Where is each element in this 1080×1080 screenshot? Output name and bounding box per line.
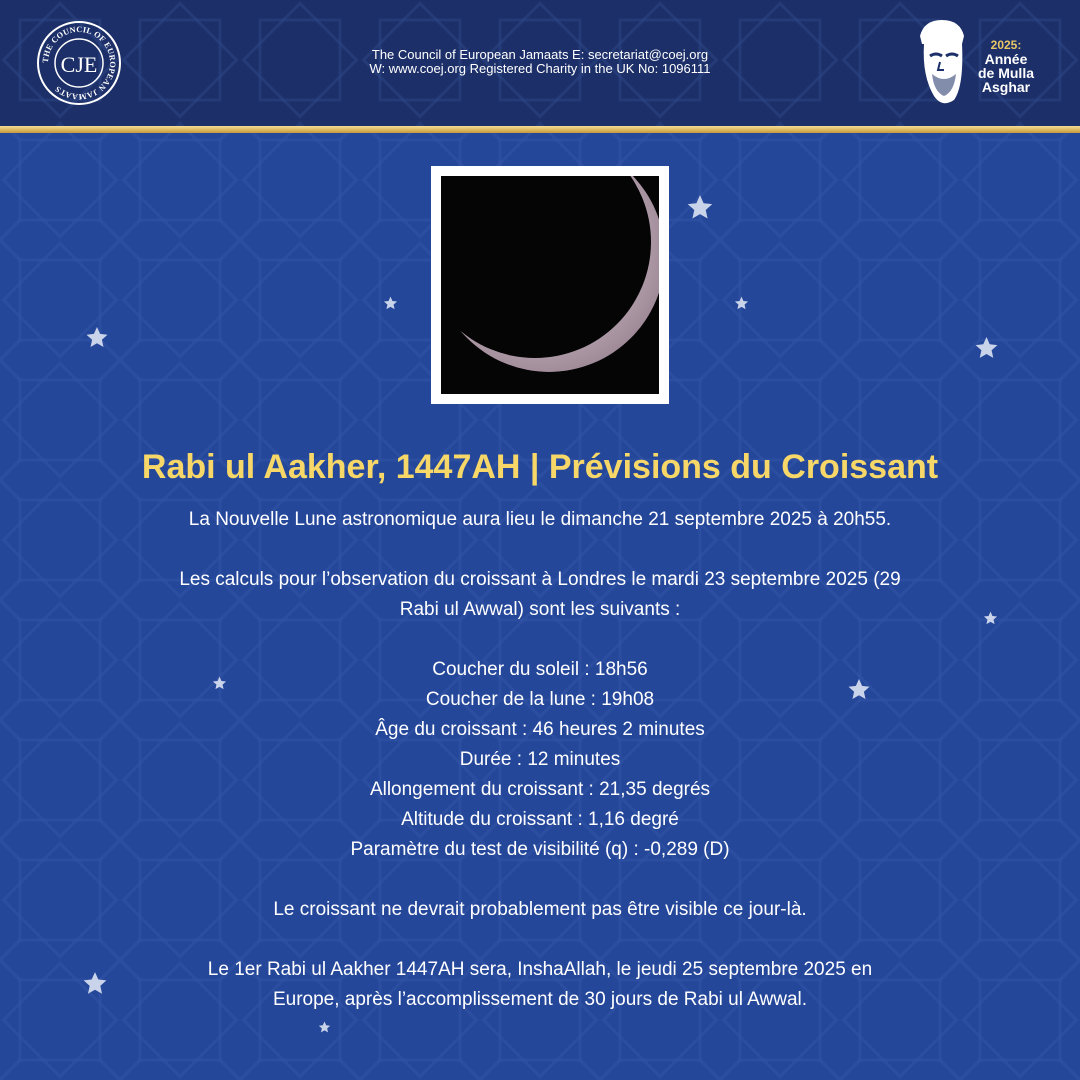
conclusion-line-1: Le 1er Rabi ul Aakher 1447AH sera, InshaAllah, le jeudi 25 septembre 2025 en (207, 959, 873, 980)
stat-altitude: Altitude du croissant : 1,16 degré (401, 809, 679, 830)
announcement-body (90, 505, 990, 1015)
organization-info (290, 48, 790, 76)
logo-ring-text: THE COUNCIL OF EUROPEAN JAMAATS (40, 24, 118, 102)
stat-visibility-parameter: Paramètre du test de visibilité (q) : -0,289 (D) (350, 839, 730, 860)
stat-elongation: Allongement du croissant : 21,35 degrés (369, 779, 711, 800)
badge-line-1: Année (984, 51, 1028, 67)
star-icon (383, 296, 398, 311)
header-banner (0, 0, 1080, 126)
stat-crescent-age: Âge du croissant : 46 heures 2 minutes (375, 719, 705, 740)
stat-lag-time: Durée : 12 minutes (459, 749, 621, 770)
star-icon (318, 1021, 331, 1034)
calculation-intro-line-1: Les calculs pour l’observation du croissant à Londres le mardi 23 septembre 2025 (29 (179, 569, 901, 590)
year-badge (966, 38, 1046, 94)
logo-monogram: CJE (60, 52, 98, 77)
conclusion-line-2: Europe, après l’accomplissement de 30 jours de Rabi ul Awwal. (272, 989, 808, 1010)
page-title: Rabi ul Aakher, 1447AH | Prévisions du Croissant (141, 448, 939, 486)
badge-line-2: de Mulla (977, 65, 1034, 81)
badge-year: 2025: (990, 38, 1022, 52)
stat-moonset: Coucher de la lune : 19h08 (425, 689, 655, 710)
org-website-line: W: www.coej.org Registered Charity in the UK No: 1096111 (369, 61, 711, 76)
gold-divider (0, 126, 1080, 133)
star-icon (734, 296, 749, 311)
star-icon (974, 336, 999, 361)
portrait-illustration (910, 16, 972, 112)
new-moon-intro: La Nouvelle Lune astronomique aura lieu le dimanche 21 septembre 2025 à 20h55. (188, 509, 892, 530)
star-icon (85, 326, 109, 350)
coej-logo (36, 20, 122, 106)
badge-line-3: Asghar (981, 79, 1031, 95)
org-contact-line: The Council of European Jamaats E: secretariat@coej.org (371, 47, 709, 62)
crescent-moon-photo (431, 166, 669, 404)
crescent-moon-image (441, 176, 659, 394)
calculation-intro-line-2: Rabi ul Awwal) sont les suivants : (399, 599, 681, 620)
visibility-note: Le croissant ne devrait probablement pas être visible ce jour-là. (273, 899, 807, 920)
star-icon (686, 194, 714, 222)
stat-sunset: Coucher du soleil : 18h56 (432, 659, 648, 680)
